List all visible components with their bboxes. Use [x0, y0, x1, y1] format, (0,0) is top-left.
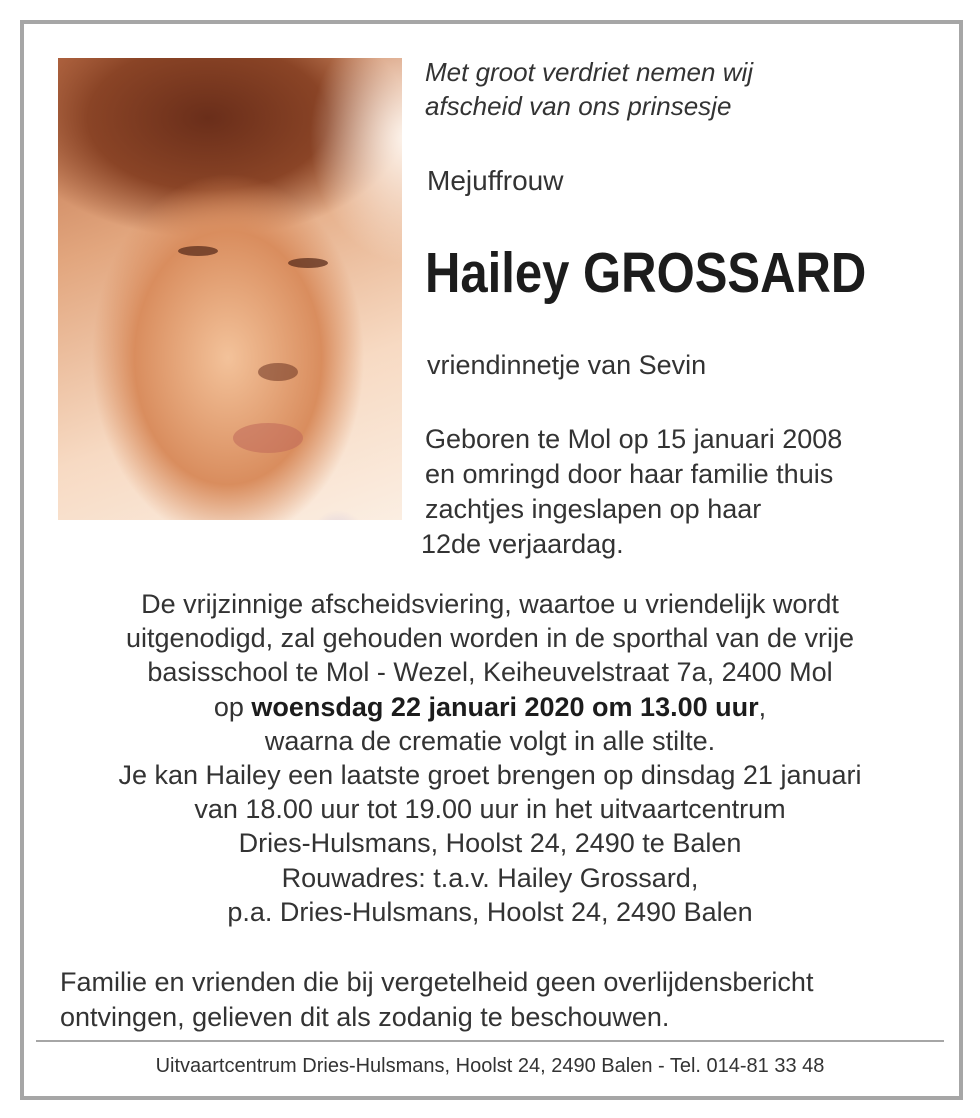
deceased-name: Hailey GROSSARD [425, 241, 867, 305]
photo-mouth [233, 423, 303, 453]
ceremony-line: De vrijzinnige afscheidsviering, waartoe u vriendelijk wordt [141, 589, 839, 619]
date-suffix: , [758, 691, 767, 722]
intro-line: Met groot verdriet nemen wij [425, 57, 754, 87]
birth-line: zachtjes ingeslapen op haar [425, 494, 762, 524]
honorific: Mejuffrouw [427, 165, 564, 196]
ceremony-text [40, 587, 940, 929]
family-note [60, 965, 940, 1035]
ceremony-line: Rouwadres: t.a.v. Hailey Grossard, [281, 862, 699, 893]
family-note-line: ontvingen, gelieven dit als zodanig te beschouwen. [60, 1002, 670, 1032]
photo-nose [258, 363, 298, 381]
date-prefix: op [213, 691, 252, 722]
ceremony-line: van 18.00 uur tot 19.00 uur in het uitvaartcentrum [194, 794, 786, 825]
ceremony-line: basisschool te Mol - Wezel, Keiheuvelstraat 7a, 2400 Mol [147, 657, 833, 688]
ceremony-date: woensdag 22 januari 2020 om 13.00 uur [251, 691, 759, 722]
ceremony-line: p.a. Dries-Hulsmans, Hoolst 24, 2490 Balen [227, 896, 753, 927]
birth-text [421, 422, 945, 562]
footer-divider [36, 1040, 944, 1042]
relation-text: vriendinnetje van Sevin [427, 350, 707, 380]
birth-line: Geboren te Mol op 15 januari 2008 [425, 424, 843, 454]
intro-line: afscheid van ons prinsesje [425, 91, 732, 121]
photo-eye-right [288, 258, 328, 268]
family-note-line: Familie en vrienden die bij vergetelheid geen overlijdensbericht [60, 967, 814, 997]
ceremony-line: waarna de crematie volgt in alle stilte. [264, 725, 716, 756]
birth-line: en omringd door haar familie thuis [425, 459, 834, 489]
portrait-photo [58, 58, 402, 520]
ceremony-line: Dries-Hulsmans, Hoolst 24, 2490 te Balen [238, 828, 742, 859]
ceremony-line: Je kan Hailey een laatste groet brengen op dinsdag 21 januari [118, 760, 862, 791]
intro-text [425, 55, 905, 123]
ceremony-date-line [40, 690, 940, 724]
photo-eye-left [178, 246, 218, 256]
ceremony-line: uitgenodigd, zal gehouden worden in de sporthal van de vrije [125, 623, 854, 654]
birth-line: 12de verjaardag. [421, 529, 624, 559]
funeral-home-footer: Uitvaartcentrum Dries-Hulsmans, Hoolst 24, 2490 Balen - Tel. 014-81 33 48 [155, 1055, 825, 1077]
